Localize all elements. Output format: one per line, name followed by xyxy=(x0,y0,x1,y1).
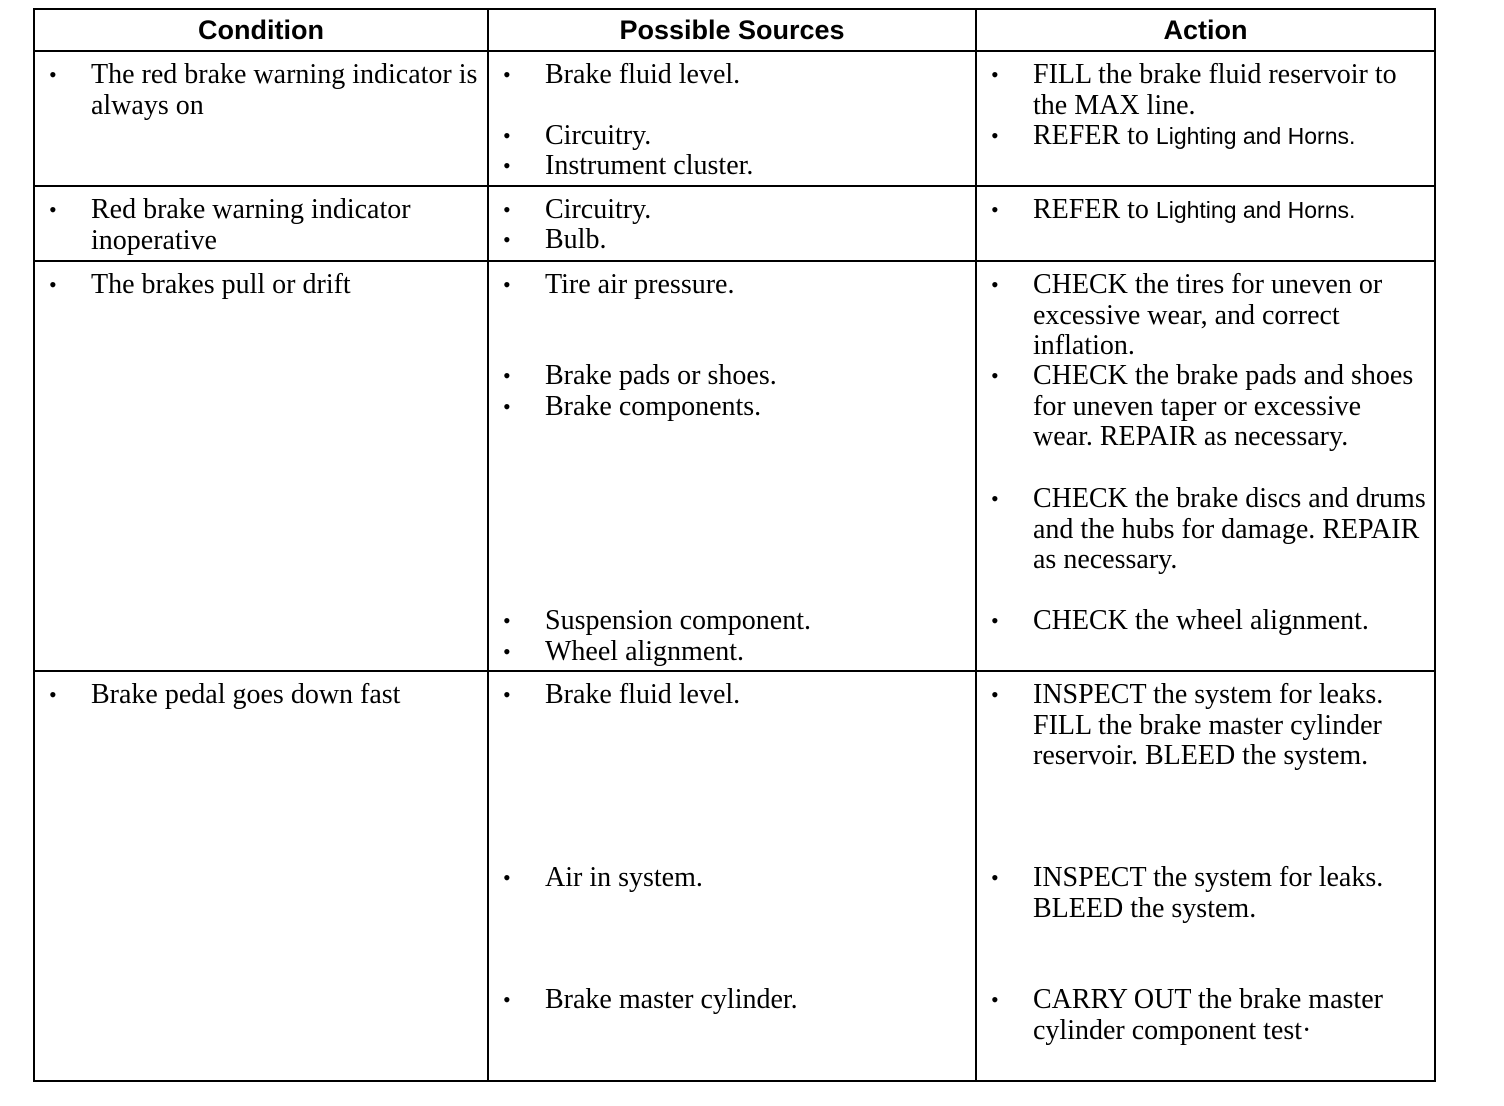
bullet-icon: • xyxy=(991,363,999,388)
list-item: • Brake pedal goes down fast xyxy=(49,679,401,710)
bullet-icon: • xyxy=(503,865,511,890)
list-item: • The brakes pull or drift xyxy=(49,269,351,300)
list-item: • Brake pads or shoes. xyxy=(503,360,777,391)
bullet-icon: • xyxy=(503,272,511,297)
list-item: • REFER to Lighting and Horns. xyxy=(991,120,1356,151)
list-item: • CHECK the brake pads and shoes for uneven taper or excessive wear. REPAIR as necessary. xyxy=(991,360,1414,452)
list-item: • INSPECT the system for leaks. BLEED the system. xyxy=(991,862,1384,924)
list-item: • Brake master cylinder. xyxy=(503,984,798,1015)
sources-cell xyxy=(488,186,976,261)
header-action: Action xyxy=(976,9,1435,51)
list-item: • Brake components. xyxy=(503,391,762,422)
condition-cell xyxy=(34,51,488,186)
table-row xyxy=(34,671,1435,1081)
table-row xyxy=(34,261,1435,671)
list-item: • CHECK the brake discs and drums and the hubs for damage. REPAIR as necessary. xyxy=(991,483,1426,575)
table-row xyxy=(34,51,1435,186)
bullet-icon: • xyxy=(503,62,511,87)
list-item: • Instrument cluster. xyxy=(503,150,754,181)
diagnosis-table xyxy=(33,8,1436,1082)
list-item: • Suspension component. xyxy=(503,605,811,636)
bullet-icon: • xyxy=(991,197,999,222)
list-item: • REFER to Lighting and Horns. xyxy=(991,194,1356,225)
list-item: • CARRY OUT the brake master cylinder component test· xyxy=(991,984,1383,1046)
bullet-icon: • xyxy=(991,272,999,297)
reference-link: Lighting and Horns. xyxy=(1155,197,1356,223)
list-item: • Wheel alignment. xyxy=(503,636,745,667)
bullet-icon: • xyxy=(503,153,511,178)
list-item: • The red brake warning indicator is always on xyxy=(49,59,478,121)
bullet-icon: • xyxy=(991,608,999,633)
list-item: • Tire air pressure. xyxy=(503,269,735,300)
bullet-icon: • xyxy=(49,62,57,87)
bullet-icon: • xyxy=(991,865,999,890)
list-item: • CHECK the wheel alignment. xyxy=(991,605,1369,636)
bullet-icon: • xyxy=(991,123,999,148)
bullet-icon: • xyxy=(991,987,999,1012)
bullet-icon: • xyxy=(49,682,57,707)
bullet-icon: • xyxy=(503,639,511,664)
list-item: • CHECK the tires for uneven or excessive wear, and correct inflation. xyxy=(991,269,1383,361)
action-cell xyxy=(976,51,1435,186)
header-row xyxy=(34,9,1435,51)
list-item: • Bulb. xyxy=(503,224,607,255)
list-item: • Air in system. xyxy=(503,862,703,893)
header-condition: Condition xyxy=(34,9,488,51)
reference-link: Lighting and Horns. xyxy=(1155,123,1356,149)
action-cell xyxy=(976,261,1435,671)
action-cell xyxy=(976,186,1435,261)
bullet-icon: • xyxy=(503,363,511,388)
condition-cell xyxy=(34,671,488,1081)
bullet-icon: • xyxy=(503,197,511,222)
condition-cell xyxy=(34,261,488,671)
list-item: • Brake fluid level. xyxy=(503,679,741,710)
bullet-icon: • xyxy=(503,608,511,633)
header-possible-sources: Possible Sources xyxy=(488,9,976,51)
bullet-icon: • xyxy=(991,62,999,87)
bullet-icon: • xyxy=(503,123,511,148)
condition-cell xyxy=(34,186,488,261)
bullet-icon: • xyxy=(503,394,511,419)
list-item: • Circuitry. xyxy=(503,120,652,151)
table-row xyxy=(34,186,1435,261)
bullet-icon: • xyxy=(503,227,511,252)
list-item: • INSPECT the system for leaks. FILL the brake master cylinder reservoir. BLEED the system. xyxy=(991,679,1384,771)
bullet-icon: • xyxy=(49,197,57,222)
sources-cell xyxy=(488,671,976,1081)
bullet-icon: • xyxy=(991,486,999,511)
list-item: • Brake fluid level. xyxy=(503,59,741,90)
list-item: • Red brake warning indicator inoperative xyxy=(49,194,411,256)
bullet-icon: • xyxy=(503,682,511,707)
action-cell xyxy=(976,671,1435,1081)
sources-cell xyxy=(488,261,976,671)
list-item: • Circuitry. xyxy=(503,194,652,225)
list-item: • FILL the brake fluid reservoir to the MAX line. xyxy=(991,59,1397,121)
sources-cell xyxy=(488,51,976,186)
bullet-icon: • xyxy=(503,987,511,1012)
bullet-icon: • xyxy=(49,272,57,297)
bullet-icon: • xyxy=(991,682,999,707)
